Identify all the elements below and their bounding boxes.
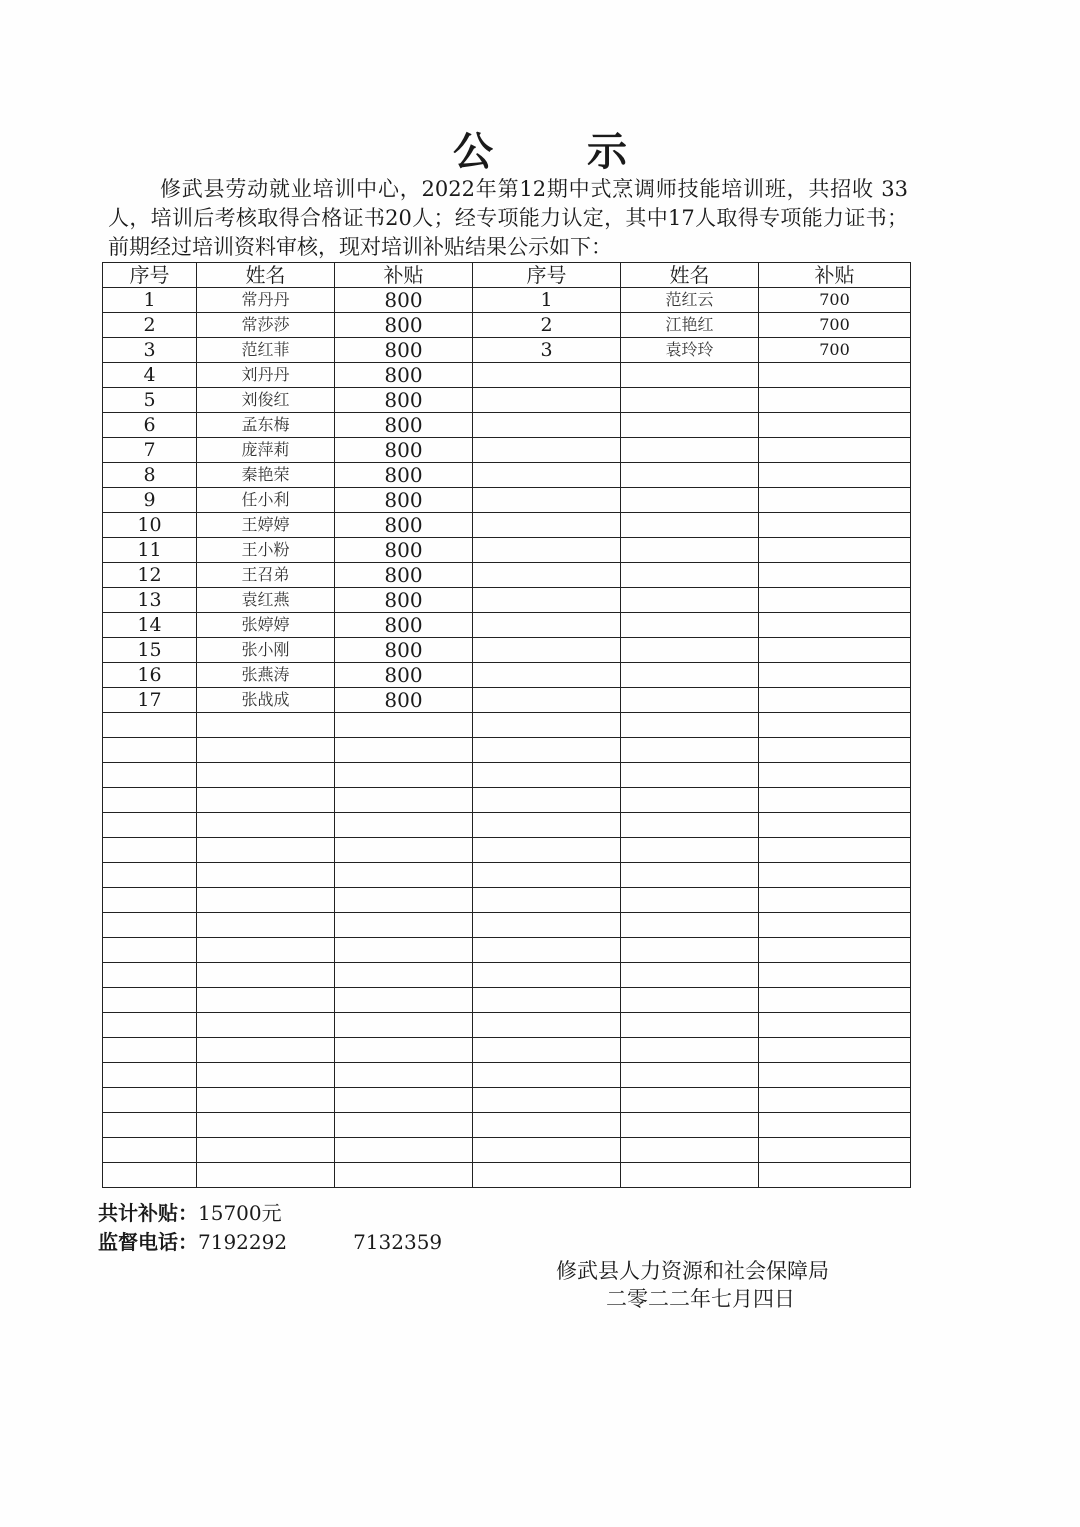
cell-no-right: [473, 763, 621, 788]
cell-amount-right: [759, 963, 911, 988]
phone-number-1: 7192292: [198, 1230, 288, 1254]
table-row: [103, 613, 911, 638]
cell-amount: [335, 838, 473, 863]
cell-name: 王召弟: [197, 563, 335, 588]
cell-no-right: [473, 1063, 621, 1088]
issue-date: 二零二二年七月四日: [606, 1287, 795, 1311]
cell-amount-right: [759, 1163, 911, 1188]
cell-amount-right: [759, 938, 911, 963]
cell-amount-right: [759, 1113, 911, 1138]
table-row: [103, 388, 911, 413]
header-amount-right: 补贴: [759, 263, 911, 288]
cell-name: 刘俊红: [197, 388, 335, 413]
cell-amount: 800: [335, 363, 473, 388]
cell-name-right: [621, 1113, 759, 1138]
table-body: [103, 288, 911, 1188]
cell-name: 刘丹丹: [197, 363, 335, 388]
cell-name-right: [621, 413, 759, 438]
cell-no: 8: [103, 463, 197, 488]
cell-no: 5: [103, 388, 197, 413]
cell-name-right: [621, 488, 759, 513]
cell-no-right: [473, 838, 621, 863]
cell-name-right: [621, 738, 759, 763]
cell-amount: [335, 1138, 473, 1163]
cell-amount: [335, 863, 473, 888]
cell-name-right: [621, 713, 759, 738]
cell-name-right: [621, 588, 759, 613]
cell-name-right: 袁玲玲: [621, 338, 759, 363]
cell-name: 张小刚: [197, 638, 335, 663]
cell-name: [197, 763, 335, 788]
cell-amount-right: [759, 1088, 911, 1113]
cell-no-right: [473, 513, 621, 538]
cell-no-right: [473, 888, 621, 913]
table-row: [103, 638, 911, 663]
cell-amount: 800: [335, 413, 473, 438]
cell-name-right: [621, 1163, 759, 1188]
table-row: [103, 1113, 911, 1138]
cell-no-right: [473, 738, 621, 763]
cell-no: [103, 713, 197, 738]
cell-amount-right: [759, 688, 911, 713]
cell-no: 12: [103, 563, 197, 588]
cell-amount: [335, 988, 473, 1013]
table-row: [103, 1038, 911, 1063]
cell-no-right: [473, 363, 621, 388]
table-row: [103, 538, 911, 563]
cell-amount-right: [759, 888, 911, 913]
cell-amount: [335, 763, 473, 788]
cell-no: [103, 1038, 197, 1063]
cell-name: 孟东梅: [197, 413, 335, 438]
table-row: [103, 688, 911, 713]
cell-name-right: [621, 1063, 759, 1088]
cell-name-right: [621, 1038, 759, 1063]
cell-name: [197, 1063, 335, 1088]
table-row: [103, 413, 911, 438]
cell-name: [197, 888, 335, 913]
cell-no-right: [473, 813, 621, 838]
cell-no: 13: [103, 588, 197, 613]
cell-name-right: [621, 1013, 759, 1038]
cell-amount-right: [759, 1063, 911, 1088]
cell-name: [197, 738, 335, 763]
table-row: [103, 338, 911, 363]
cell-name: [197, 813, 335, 838]
cell-amount: 800: [335, 438, 473, 463]
cell-no-right: [473, 663, 621, 688]
cell-name: [197, 938, 335, 963]
table-row: [103, 513, 911, 538]
cell-name-right: [621, 438, 759, 463]
cell-amount-right: [759, 1038, 911, 1063]
cell-no: 11: [103, 538, 197, 563]
cell-amount: 800: [335, 663, 473, 688]
cell-name: [197, 1113, 335, 1138]
cell-amount-right: [759, 838, 911, 863]
cell-no-right: [473, 863, 621, 888]
cell-no: 3: [103, 338, 197, 363]
header-name: 姓名: [197, 263, 335, 288]
cell-amount: [335, 888, 473, 913]
cell-no: 17: [103, 688, 197, 713]
cell-no: 14: [103, 613, 197, 638]
cell-name-right: [621, 388, 759, 413]
cell-no-right: [473, 388, 621, 413]
cell-name: [197, 963, 335, 988]
cell-no-right: [473, 463, 621, 488]
cell-name: [197, 863, 335, 888]
cell-no: [103, 1013, 197, 1038]
table-row: [103, 588, 911, 613]
cell-name: [197, 788, 335, 813]
cell-amount-right: [759, 638, 911, 663]
cell-amount: [335, 788, 473, 813]
cell-no: [103, 1138, 197, 1163]
cell-no: 2: [103, 313, 197, 338]
table-row: [103, 763, 911, 788]
cell-name-right: [621, 613, 759, 638]
cell-name: 常丹丹: [197, 288, 335, 313]
cell-amount: 800: [335, 288, 473, 313]
table-row: [103, 1088, 911, 1113]
cell-name-right: [621, 463, 759, 488]
cell-amount: 800: [335, 488, 473, 513]
cell-no-right: [473, 1088, 621, 1113]
cell-amount-right: [759, 813, 911, 838]
cell-no: [103, 963, 197, 988]
cell-no-right: [473, 1013, 621, 1038]
cell-amount-right: [759, 713, 911, 738]
table-row: [103, 788, 911, 813]
header-name-right: 姓名: [621, 263, 759, 288]
cell-amount: [335, 963, 473, 988]
cell-name-right: [621, 538, 759, 563]
table-row: [103, 913, 911, 938]
cell-amount: 800: [335, 688, 473, 713]
cell-amount: 800: [335, 388, 473, 413]
cell-amount-right: [759, 1138, 911, 1163]
cell-no: 16: [103, 663, 197, 688]
cell-name: [197, 713, 335, 738]
table-row: [103, 563, 911, 588]
cell-name-right: [621, 688, 759, 713]
cell-name-right: [621, 863, 759, 888]
cell-no: [103, 888, 197, 913]
cell-name: 任小利: [197, 488, 335, 513]
cell-no-right: [473, 938, 621, 963]
cell-amount-right: [759, 788, 911, 813]
cell-no: [103, 863, 197, 888]
table-row: [103, 363, 911, 388]
cell-no-right: [473, 1038, 621, 1063]
cell-name-right: [621, 938, 759, 963]
cell-no: [103, 838, 197, 863]
cell-no: 9: [103, 488, 197, 513]
cell-no: 10: [103, 513, 197, 538]
table-row: [103, 1163, 911, 1188]
cell-name-right: [621, 888, 759, 913]
cell-no-right: [473, 488, 621, 513]
cell-no: [103, 988, 197, 1013]
cell-amount-right: [759, 913, 911, 938]
cell-amount-right: [759, 563, 911, 588]
cell-no-right: [473, 988, 621, 1013]
table-row: [103, 888, 911, 913]
cell-name: 常莎莎: [197, 313, 335, 338]
cell-no: 1: [103, 288, 197, 313]
cell-amount: 800: [335, 338, 473, 363]
cell-no-right: [473, 638, 621, 663]
cell-no-right: [473, 1138, 621, 1163]
cell-no-right: [473, 438, 621, 463]
cell-no-right: 3: [473, 338, 621, 363]
table-row: [103, 463, 911, 488]
cell-name: [197, 1013, 335, 1038]
cell-amount: [335, 813, 473, 838]
cell-name-right: [621, 638, 759, 663]
cell-name-right: [621, 838, 759, 863]
cell-amount: 800: [335, 563, 473, 588]
page-title: 公 示: [453, 128, 667, 175]
cell-name: 庞萍莉: [197, 438, 335, 463]
cell-amount: [335, 713, 473, 738]
table-row: [103, 438, 911, 463]
cell-amount-right: [759, 613, 911, 638]
phone-label: 监督电话：: [98, 1230, 198, 1254]
cell-name-right: [621, 1088, 759, 1113]
cell-name: [197, 988, 335, 1013]
cell-amount: 800: [335, 313, 473, 338]
header-no: 序号: [103, 263, 197, 288]
cell-amount: 800: [335, 638, 473, 663]
cell-name-right: [621, 1138, 759, 1163]
cell-no-right: [473, 588, 621, 613]
cell-name-right: [621, 788, 759, 813]
cell-name: 王婷婷: [197, 513, 335, 538]
total-label: 共计补贴：: [98, 1201, 198, 1225]
cell-no: [103, 1163, 197, 1188]
phone-number-2: 7132359: [353, 1230, 443, 1254]
cell-no-right: [473, 1163, 621, 1188]
cell-no: [103, 1113, 197, 1138]
cell-no: [103, 938, 197, 963]
table-row: [103, 938, 911, 963]
cell-amount: [335, 1113, 473, 1138]
cell-no: [103, 788, 197, 813]
intro-paragraph: 修武县劳动就业培训中心，2022年第12期中式烹调师技能培训班，共招收 33人，培训后考核取得合格证书20人；经专项能力认定，其中17人取得专项能力证书；前期经过培训资料审核，现对培训补贴结果公示如下：: [108, 177, 908, 259]
cell-amount-right: [759, 513, 911, 538]
cell-no-right: [473, 688, 621, 713]
cell-name: [197, 1163, 335, 1188]
cell-no-right: 1: [473, 288, 621, 313]
header-amount: 补贴: [335, 263, 473, 288]
cell-amount: 800: [335, 613, 473, 638]
cell-no-right: [473, 1113, 621, 1138]
cell-amount-right: [759, 863, 911, 888]
cell-no-right: [473, 713, 621, 738]
cell-no: 6: [103, 413, 197, 438]
cell-amount-right: [759, 413, 911, 438]
cell-no-right: [473, 788, 621, 813]
cell-no: [103, 1063, 197, 1088]
cell-name-right: [621, 913, 759, 938]
cell-name: [197, 838, 335, 863]
cell-amount: 800: [335, 588, 473, 613]
table-row: [103, 838, 911, 863]
table-row: [103, 313, 911, 338]
cell-amount-right: 700: [759, 288, 911, 313]
cell-no: [103, 913, 197, 938]
cell-amount: [335, 1063, 473, 1088]
cell-amount: [335, 1088, 473, 1113]
cell-amount-right: [759, 488, 911, 513]
cell-no-right: [473, 613, 621, 638]
cell-amount-right: [759, 363, 911, 388]
cell-no-right: [473, 963, 621, 988]
table-row: [103, 1138, 911, 1163]
cell-name: 张战成: [197, 688, 335, 713]
cell-amount: [335, 738, 473, 763]
cell-amount: 800: [335, 463, 473, 488]
cell-amount-right: [759, 763, 911, 788]
cell-amount-right: [759, 988, 911, 1013]
cell-name-right: [621, 513, 759, 538]
cell-name-right: [621, 988, 759, 1013]
cell-amount: [335, 913, 473, 938]
table-row: [103, 988, 911, 1013]
cell-name: [197, 913, 335, 938]
cell-amount: [335, 1163, 473, 1188]
cell-amount-right: [759, 1013, 911, 1038]
cell-amount: [335, 1013, 473, 1038]
cell-amount-right: [759, 438, 911, 463]
cell-name: 张婷婷: [197, 613, 335, 638]
cell-amount-right: 700: [759, 313, 911, 338]
table-row: [103, 488, 911, 513]
cell-amount-right: [759, 463, 911, 488]
table-row: [103, 1063, 911, 1088]
cell-no-right: [473, 413, 621, 438]
cell-amount: 800: [335, 513, 473, 538]
table-row: [103, 863, 911, 888]
supervision-phone: [98, 1226, 442, 1255]
cell-name-right: [621, 363, 759, 388]
total-subsidy: [98, 1197, 282, 1226]
table-row: [103, 963, 911, 988]
table-row: [103, 1013, 911, 1038]
cell-amount: 800: [335, 538, 473, 563]
cell-name-right: [621, 663, 759, 688]
issuing-organization: 修武县人力资源和社会保障局: [556, 1259, 829, 1283]
cell-name-right: 江艳红: [621, 313, 759, 338]
cell-name: 王小粉: [197, 538, 335, 563]
table-row: [103, 738, 911, 763]
table-row: [103, 288, 911, 313]
cell-name: 袁红燕: [197, 588, 335, 613]
cell-amount-right: [759, 538, 911, 563]
cell-no: [103, 813, 197, 838]
cell-name: 张燕涛: [197, 663, 335, 688]
cell-name: 秦艳荣: [197, 463, 335, 488]
header-no-right: 序号: [473, 263, 621, 288]
cell-no: 4: [103, 363, 197, 388]
cell-name-right: [621, 813, 759, 838]
cell-name: [197, 1038, 335, 1063]
cell-amount: [335, 938, 473, 963]
table-header-row: [103, 263, 911, 288]
cell-no: [103, 763, 197, 788]
cell-no: [103, 738, 197, 763]
cell-amount-right: [759, 738, 911, 763]
cell-name-right: [621, 963, 759, 988]
cell-no-right: 2: [473, 313, 621, 338]
cell-amount-right: [759, 588, 911, 613]
cell-no-right: [473, 913, 621, 938]
cell-name-right: [621, 763, 759, 788]
cell-amount: [335, 1038, 473, 1063]
subsidy-table: [102, 262, 911, 1188]
cell-name-right: 范红云: [621, 288, 759, 313]
cell-amount-right: [759, 388, 911, 413]
cell-no: 15: [103, 638, 197, 663]
cell-amount-right: [759, 663, 911, 688]
table-row: [103, 663, 911, 688]
cell-name-right: [621, 563, 759, 588]
cell-name: [197, 1088, 335, 1113]
cell-amount-right: 700: [759, 338, 911, 363]
total-value: 15700元: [198, 1201, 282, 1225]
table-row: [103, 713, 911, 738]
cell-no: 7: [103, 438, 197, 463]
cell-no: [103, 1088, 197, 1113]
cell-name: [197, 1138, 335, 1163]
cell-name: 范红菲: [197, 338, 335, 363]
cell-no-right: [473, 538, 621, 563]
table-row: [103, 813, 911, 838]
cell-no-right: [473, 563, 621, 588]
